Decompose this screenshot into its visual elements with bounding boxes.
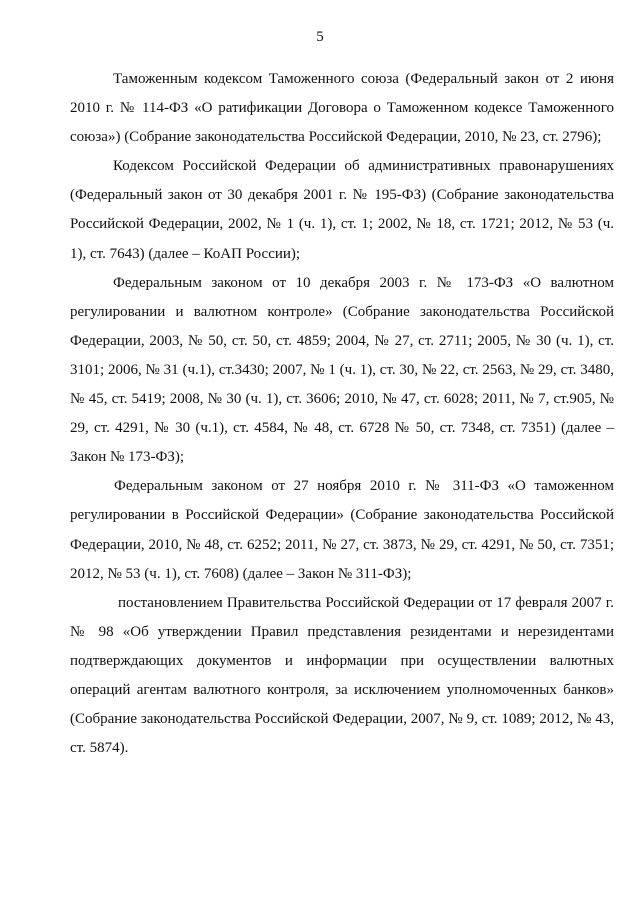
document-body [70, 65, 614, 763]
paragraph-koap: Кодексом Российской Федерации об административных правонарушениях (Федеральный закон от 30 декабря 2001 г. № 195-ФЗ) (Собрание законодательства Российской Федерации, 2002, № 1 (ч. 1), ст. 1; 2002, № 18, ст. 1721; 2012, № 53 (ч. 1), ст. 7643) (далее – КоАП России); [70, 158, 614, 262]
paragraph-law-173: Федеральным законом от 10 декабря 2003 г. № 173-ФЗ «О валютном регулировании и валютном контроле» (Собрание законодательства Российской Федерации, 2003, № 50, ст. 50, ст. 4859; 2004, № 27, ст. 2711; 2005, № 30 (ч. 1), ст. 3101; 2006, № 31 (ч.1), ст.3430; 2007, № 1 (ч. 1), ст. 30, № 22, ст. 2563, № 29, ст. 3480, № 45, ст. 5419; 2008, № 30 (ч. 1), ст. 3606; 2010, № 47, ст. 6028; 2011, № 7, ст.905, № 29, ст. 4291, № 30 (ч.1), ст. 4584, № 48, ст. 6728 № 50, ст. 7348, ст. 7351) (далее – Закон № 173-ФЗ); [70, 274, 614, 466]
paragraph-customs-code: Таможенным кодексом Таможенного союза (Федеральный закон от 2 июня 2010 г. № 114-ФЗ «О ратификации Договора о Таможенном кодексе Таможенного союза») (Собрание законодательства Российской Федерации, 2010, № 23, ст. 2796); [70, 71, 614, 146]
page-number: 5 [316, 29, 324, 45]
paragraph-resolution-98: постановлением Правительства Российской Федерации от 17 февраля 2007 г. № 98 «Об утверждении Правил представления резидентами и нерезидентами подтверждающих документов и информации при осуществлении валютных операций агентам валютного контроля, за исключением уполномоченных банков» (Собрание законодательства Российской Федерации, 2007, № 9, ст. 1089; 2012, № 43, ст. 5874). [70, 594, 614, 757]
paragraph-law-311: Федеральным законом от 27 ноября 2010 г. № 311-ФЗ «О таможенном регулировании в Российской Федерации» (Собрание законодательства Российской Федерации, 2010, № 48, ст. 6252; 2011, № 27, ст. 3873, № 29, ст. 4291, № 50, ст. 7351; 2012, № 53 (ч. 1), ст. 7608) (далее – Закон № 311-ФЗ); [70, 478, 614, 582]
